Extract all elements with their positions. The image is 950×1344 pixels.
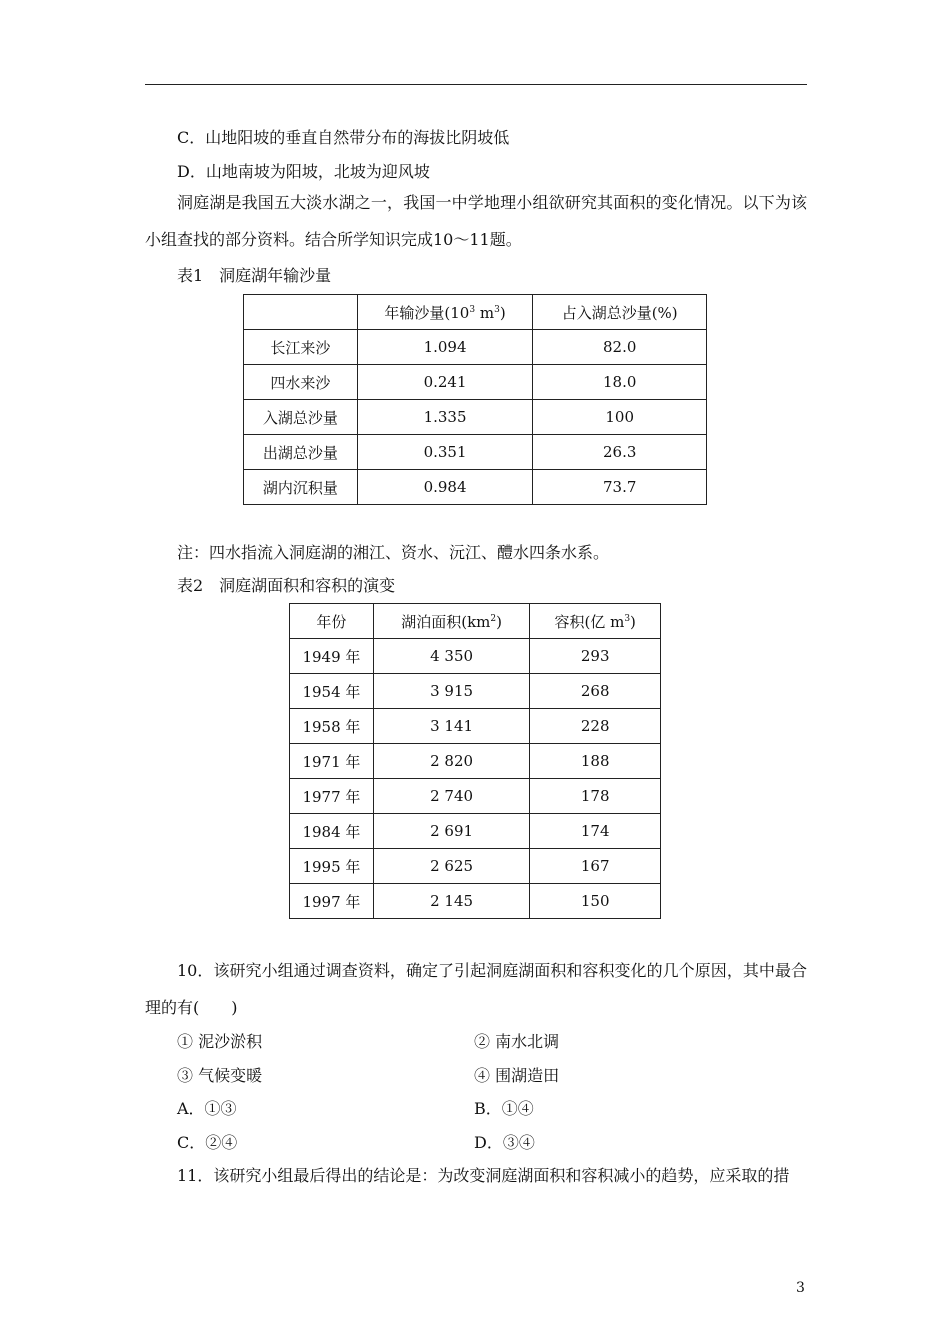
q10-item-2: ② 南水北调 bbox=[474, 1032, 560, 1051]
table2-header-area: 湖泊面积$(km^2)$ bbox=[373, 604, 530, 639]
table1-header-amount: 年输沙量($10^3$ $m^3$) bbox=[357, 295, 533, 330]
row-amount: 1.094 bbox=[357, 330, 533, 365]
table2-header-volume: 容积(亿 $m^3$) bbox=[530, 604, 661, 639]
table-row bbox=[290, 884, 661, 919]
table-row bbox=[244, 435, 707, 470]
intro-paragraph: 洞庭湖是我国五大淡水湖之一，我国一中学地理小组欲研究其面积的变化情况。以下为该小组查找的部分资料。结合所学知识完成10～11题。 bbox=[145, 193, 807, 249]
row-area: 2 691 bbox=[373, 814, 530, 849]
table-row bbox=[290, 849, 661, 884]
q10-choice-b: B．①④ bbox=[474, 1099, 534, 1118]
table1-header-blank bbox=[244, 295, 358, 330]
table-row bbox=[290, 744, 661, 779]
row-volume: 188 bbox=[530, 744, 661, 779]
row-volume: 167 bbox=[530, 849, 661, 884]
row-year: 1949 年 bbox=[290, 639, 374, 674]
row-year: 1997 年 bbox=[290, 884, 374, 919]
table2-area-volume bbox=[289, 603, 661, 919]
row-year: 1971 年 bbox=[290, 744, 374, 779]
row-area: 4 350 bbox=[373, 639, 530, 674]
row-volume: 174 bbox=[530, 814, 661, 849]
row-year: 1958 年 bbox=[290, 709, 374, 744]
table-row bbox=[290, 814, 661, 849]
row-amount: 1.335 bbox=[357, 400, 533, 435]
table-row bbox=[244, 400, 707, 435]
row-year: 1954 年 bbox=[290, 674, 374, 709]
row-area: 2 625 bbox=[373, 849, 530, 884]
row-year: 1984 年 bbox=[290, 814, 374, 849]
table2-header-year: 年份 bbox=[290, 604, 374, 639]
q10-item-3: ③ 气候变暖 bbox=[177, 1066, 263, 1085]
q10-item-1: ① 泥沙淤积 bbox=[177, 1032, 263, 1051]
row-percent: 82.0 bbox=[533, 330, 707, 365]
header-rule bbox=[145, 84, 807, 85]
row-area: 2 740 bbox=[373, 779, 530, 814]
row-percent: 100 bbox=[533, 400, 707, 435]
row-amount: 0.984 bbox=[357, 470, 533, 505]
q10-choice-c: C．②④ bbox=[177, 1133, 238, 1152]
table-row bbox=[290, 779, 661, 814]
row-year: 1995 年 bbox=[290, 849, 374, 884]
page-number: 3 bbox=[796, 1280, 805, 1296]
row-label: 出湖总沙量 bbox=[244, 435, 358, 470]
row-amount: 0.351 bbox=[357, 435, 533, 470]
q10-choice-a: A．①③ bbox=[177, 1099, 237, 1118]
table1-sediment bbox=[243, 294, 707, 505]
table-row bbox=[244, 330, 707, 365]
table-row bbox=[290, 709, 661, 744]
option-c: C．山地阳坡的垂直自然带分布的海拔比阴坡低 bbox=[177, 128, 510, 147]
row-volume: 178 bbox=[530, 779, 661, 814]
table-row bbox=[290, 674, 661, 709]
q10-item-4: ④ 围湖造田 bbox=[474, 1066, 560, 1085]
question-11-stem: 11．该研究小组最后得出的结论是：为改变洞庭湖面积和容积减小的趋势，应采取的措 bbox=[177, 1166, 790, 1185]
option-d: D．山地南坡为阳坡，北坡为迎风坡 bbox=[177, 162, 430, 181]
table-row bbox=[244, 365, 707, 400]
table2-header-row bbox=[290, 604, 661, 639]
table1-header-percent: 占入湖总沙量(%) bbox=[533, 295, 707, 330]
row-label: 四水来沙 bbox=[244, 365, 358, 400]
row-amount: 0.241 bbox=[357, 365, 533, 400]
row-label: 入湖总沙量 bbox=[244, 400, 358, 435]
row-volume: 150 bbox=[530, 884, 661, 919]
row-percent: 73.7 bbox=[533, 470, 707, 505]
row-area: 3 915 bbox=[373, 674, 530, 709]
row-percent: 18.0 bbox=[533, 365, 707, 400]
row-volume: 268 bbox=[530, 674, 661, 709]
row-percent: 26.3 bbox=[533, 435, 707, 470]
table-row bbox=[290, 639, 661, 674]
q10-choice-d: D．③④ bbox=[474, 1133, 535, 1152]
table1-note: 注：四水指流入洞庭湖的湘江、资水、沅江、醴水四条水系。 bbox=[177, 543, 610, 562]
row-volume: 293 bbox=[530, 639, 661, 674]
row-area: 2 820 bbox=[373, 744, 530, 779]
table1-caption: 表1 洞庭湖年输沙量 bbox=[177, 266, 332, 285]
row-label: 长江来沙 bbox=[244, 330, 358, 365]
table1-header-row bbox=[244, 295, 707, 330]
row-volume: 228 bbox=[530, 709, 661, 744]
table-row bbox=[244, 470, 707, 505]
row-area: 2 145 bbox=[373, 884, 530, 919]
table2-caption: 表2 洞庭湖面积和容积的演变 bbox=[177, 576, 396, 595]
row-label: 湖内沉积量 bbox=[244, 470, 358, 505]
row-area: 3 141 bbox=[373, 709, 530, 744]
question-10-stem: 10．该研究小组通过调查资料，确定了引起洞庭湖面积和容积变化的几个原因，其中最合理的有( ) bbox=[145, 961, 807, 1017]
row-year: 1977 年 bbox=[290, 779, 374, 814]
